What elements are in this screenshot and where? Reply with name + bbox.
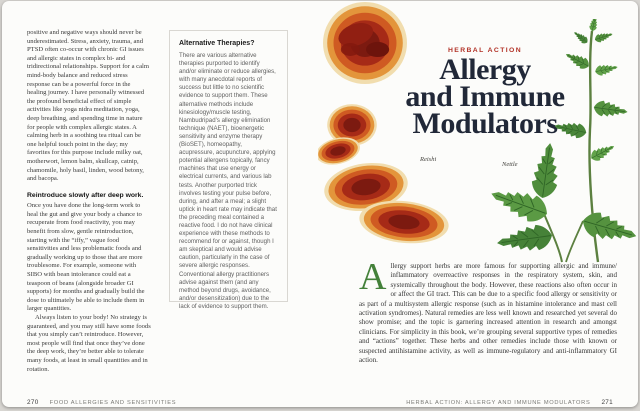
- nettle-illustration: [480, 19, 638, 264]
- alternative-therapies-sidebar: [169, 30, 288, 310]
- left-column: [27, 29, 151, 374]
- sidebar-body: There are various alternative therapies purported to identify and/or eliminate or reduce allergies, with many anecdotal reports of success but little to no scientific evidence to support them. These alternative methods include kinesiology/muscle testing, Nambudripad’s allergy elimination technique (NAET), bioenergetic sensitivity and enzyme therapy (BioSET), homeopathy, acupressure, acupuncture, applying potential allergens topically, fancy machines that use energy or electrical currents, and various lab tests. Another purported trick involves testing your pulse before, during, and after a meal; a slight uptick in heart rate may indicate that the preceding meal contained a reactive food. I do not have clinical experience with these methods to recommend for or against, though I am skeptical and would advise caution, particularly in the case of severe allergic responses. Conventional allergy practitioners advise against them (and any method beyond drugs, avoidance, and/or desensitization) due to the lack of evidence to support them.: [179, 52, 277, 310]
- body-paragraph: positive and negative ways should never be underestimated. Stress, anxiety, trauma, and PTSD often co-occur with chronic GI issues and allergic states in complex bi- and tridirectional relationships. Support for a calm mind-body balance and reduced stress response can be a powerful force in the healing journey. I have personally witnessed the profound beneficial effect of simple activities like yoga nidra meditation, yoga, deep breathing, and spending time in nature for people with complex allergic states. A calming herb in a soothing tea ritual can be one helpful touch point in the day; my favorites for this purpose include milky oat, motherwort, lemon balm, skullcap, catnip, chamomile, holy basil, linden, wood betony, and bacopa.: [27, 29, 149, 183]
- body-paragraph: Always listen to your body! No strategy is guaranteed, and you may still have some foods that you simply can’t reintroduce. However, most people will find that once they’ve done the deep work, they’re better able to tolerate many foods, at least in small quantities and in rotation.: [27, 314, 151, 373]
- body-paragraph: Once you have done the long-term work to heal the gut and give your body a chance to recuperate from food reactivity, you may benefit from slow, gentle reintroduction, starting with the “iffy,” vague food sensitivities and less problematic foods and gradually working up to those that are more troublesome. For example, someone with SIBO with bean intolerance could eat a teaspoon of beans (alongside broader GI supports) for months and gradually build the dose to ultimately be able to include them in larger quantities.: [27, 202, 145, 313]
- book-spread: [2, 1, 638, 407]
- kicker-herbal-action: HERBAL ACTION: [447, 47, 523, 54]
- right-page-footer: [406, 391, 613, 407]
- right-page-number: 271: [601, 399, 613, 406]
- intro-text: llergy support herbs are more famous for supporting allergic and immune/ inflammatory overreactive responses in the respiratory system, skin, and systemically throughout the body. However, these reactions also often occur in or affect the GI tract. This can be due to a specific food allergy or sensitivity or as part of a multisystem allergic response (such as in histamine intolerance and mast cell activation syndromes). Natural remedies are less well known and researched yet several do show promise; and the topic is garnering increased attention in research and amongst clinicians. For simplicity in this book, we’re grouping several supportive types of remedies and “actions” together. These herbs and other remedies include those with known or suspected antihistamine activity, as well as immune-regulatory and anti-inflammatory GI action.: [359, 262, 617, 365]
- intro-paragraph: [359, 256, 617, 365]
- right-footer-section: HERBAL ACTION: ALLERGY AND IMMUNE MODULATORS: [406, 400, 591, 406]
- title-line-1: Allergy: [439, 53, 531, 86]
- caption-nettle: Nettle: [502, 161, 518, 168]
- drop-cap: A: [359, 256, 387, 298]
- left-footer-section: FOOD ALLERGIES AND SENSITIVITIES: [49, 400, 177, 406]
- title-line-3: Modulators: [412, 107, 558, 140]
- caption-reishi: Reishi: [420, 156, 437, 163]
- sidebar-title: Alternative Therapies?: [179, 40, 255, 47]
- section-heading: Reintroduce slowly after deep work.: [27, 191, 144, 199]
- left-page-footer: [27, 391, 176, 407]
- left-page-number: 270: [27, 399, 39, 406]
- title-line-2: and Immune: [405, 80, 565, 113]
